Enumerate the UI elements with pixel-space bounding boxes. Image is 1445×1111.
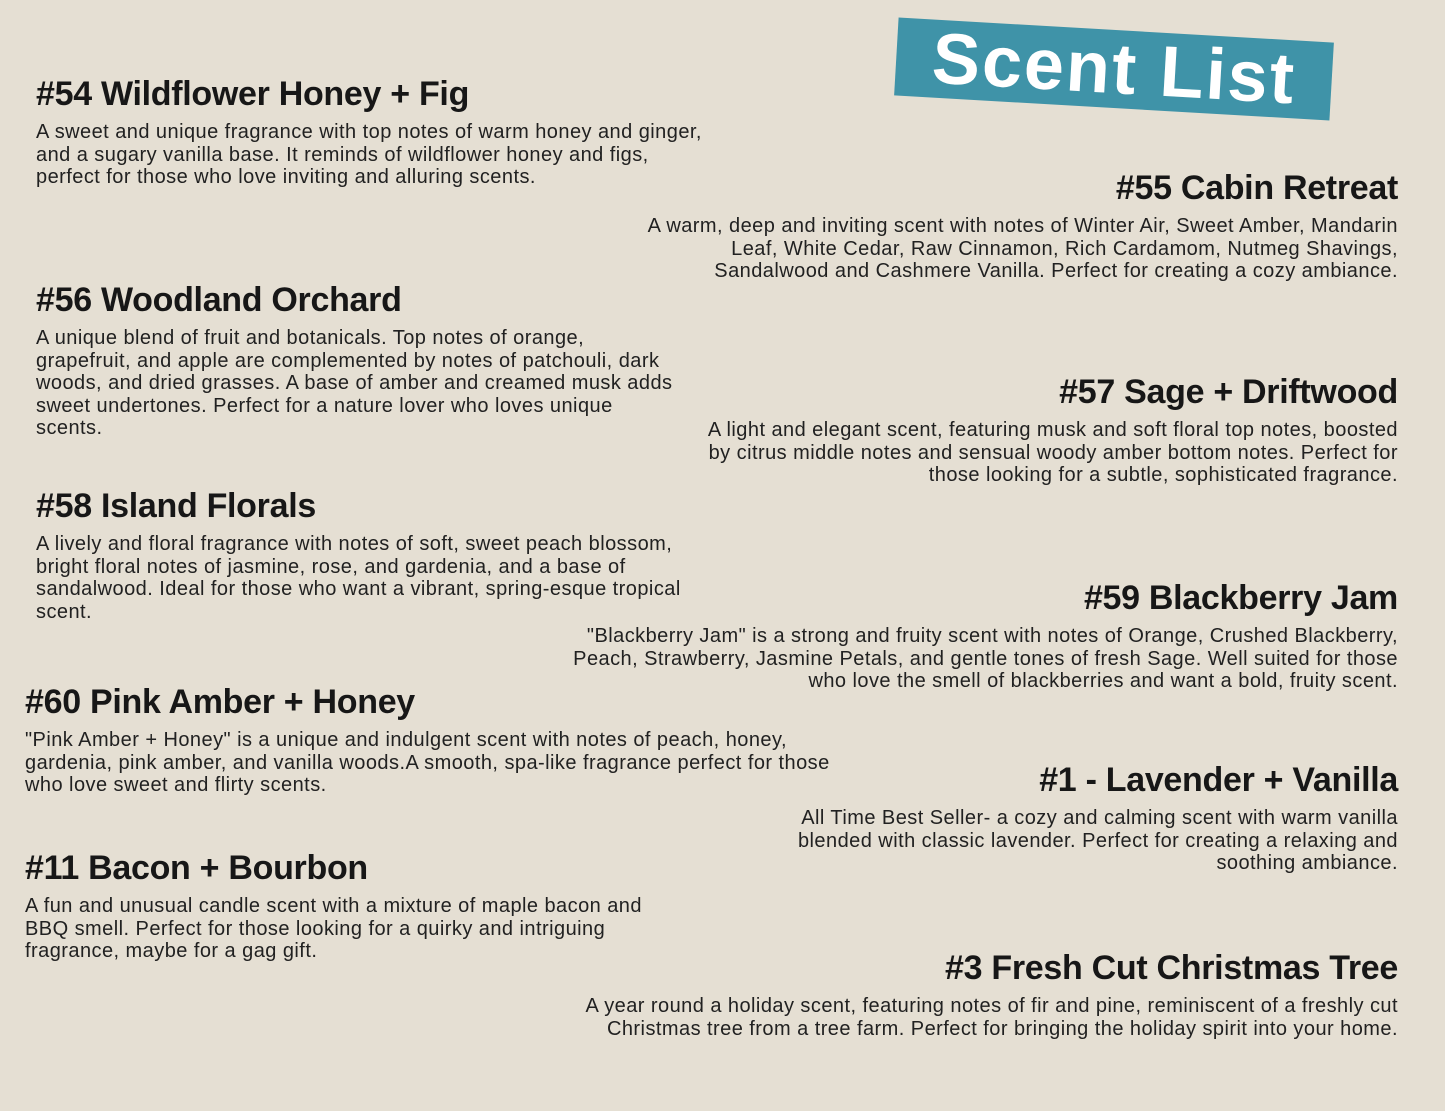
scent-title-60: #60 Pink Amber + Honey bbox=[25, 683, 415, 721]
scent-description-56: A unique blend of fruit and botanicals. Top notes of orange, grapefruit, and apple are complemented by notes of patchouli, dark woods, and dried grasses. A base of amber and creamed musk adds sweet undertones. Perfect for a nature lover who loves unique scents. bbox=[36, 327, 673, 439]
scent-title-55: #55 Cabin Retreat bbox=[1115, 169, 1398, 207]
scent-section-57 bbox=[692, 372, 1398, 487]
scent-title-58: #58 Island Florals bbox=[36, 487, 316, 525]
scent-title-54: #54 Wildflower Honey + Fig bbox=[36, 75, 470, 113]
scent-title-1: #1 - Lavender + Vanilla bbox=[1039, 761, 1398, 799]
scent-description-60: "Pink Amber + Honey" is a unique and indulgent scent with notes of peach, honey, gardenia, pink amber, and vanilla woods.A smooth, spa-like fragrance perfect for those who love sweet and flirty scents. bbox=[25, 729, 830, 796]
scent-title-3: #3 Fresh Cut Christmas Tree bbox=[945, 949, 1398, 987]
scent-list-banner-label: Scent List bbox=[929, 18, 1299, 120]
scent-list-banner bbox=[894, 18, 1334, 121]
scent-section-60 bbox=[25, 682, 865, 797]
scent-section-11 bbox=[25, 848, 705, 963]
scent-description-1: All Time Best Seller- a cozy and calming scent with warm vanilla blended with classic lavender. Perfect for creating a relaxing and soothing ambiance. bbox=[797, 807, 1398, 874]
scent-description-58: A lively and floral fragrance with notes of soft, sweet peach blossom, bright floral notes of jasmine, rose, and gardenia, and a base of sandalwood. Ideal for those who want a vibrant, spring-esque tropical scent. bbox=[36, 533, 681, 623]
scent-section-59 bbox=[530, 578, 1398, 693]
scent-section-55 bbox=[642, 168, 1398, 283]
scent-section-3 bbox=[512, 948, 1398, 1040]
scent-description-54: A sweet and unique fragrance with top notes of warm honey and ginger, and a sugary vanilla base. It reminds of wildflower honey and figs, perfect for those who love inviting and alluring scents. bbox=[36, 121, 702, 188]
scent-section-54 bbox=[36, 74, 736, 189]
scent-title-56: #56 Woodland Orchard bbox=[36, 281, 402, 319]
scent-description-11: A fun and unusual candle scent with a mixture of maple bacon and BBQ smell. Perfect for those looking for a quirky and intriguing fragrance, maybe for a gag gift. bbox=[25, 895, 642, 962]
scent-description-3: A year round a holiday scent, featuring notes of fir and pine, reminiscent of a freshly cut Christmas tree from a tree farm. Perfect for bringing the holiday spirit into your home. bbox=[585, 995, 1398, 1040]
scent-description-55: A warm, deep and inviting scent with notes of Winter Air, Sweet Amber, Mandarin Leaf, White Cedar, Raw Cinnamon, Rich Cardamom, Nutmeg Shavings, Sandalwood and Cashmere Vanilla. Perfect for creating a cozy ambiance. bbox=[647, 215, 1398, 282]
scent-section-56 bbox=[36, 280, 736, 440]
scent-description-57: A light and elegant scent, featuring musk and soft floral top notes, boosted by citrus middle notes and sensual woody amber bottom notes. Perfect for those looking for a subtle, sophisticated fragrance. bbox=[707, 419, 1398, 486]
scent-title-59: #59 Blackberry Jam bbox=[1083, 579, 1398, 617]
scent-section-1 bbox=[742, 760, 1398, 875]
scent-description-59: "Blackberry Jam" is a strong and fruity scent with notes of Orange, Crushed Blackberry, Peach, Strawberry, Jasmine Petals, and gentle tones of fresh Sage. Well suited for those who love the smell of blackberries and want a bold, fruity scent. bbox=[573, 625, 1398, 692]
scent-title-57: #57 Sage + Driftwood bbox=[1059, 373, 1398, 411]
scent-title-11: #11 Bacon + Bourbon bbox=[25, 849, 368, 887]
